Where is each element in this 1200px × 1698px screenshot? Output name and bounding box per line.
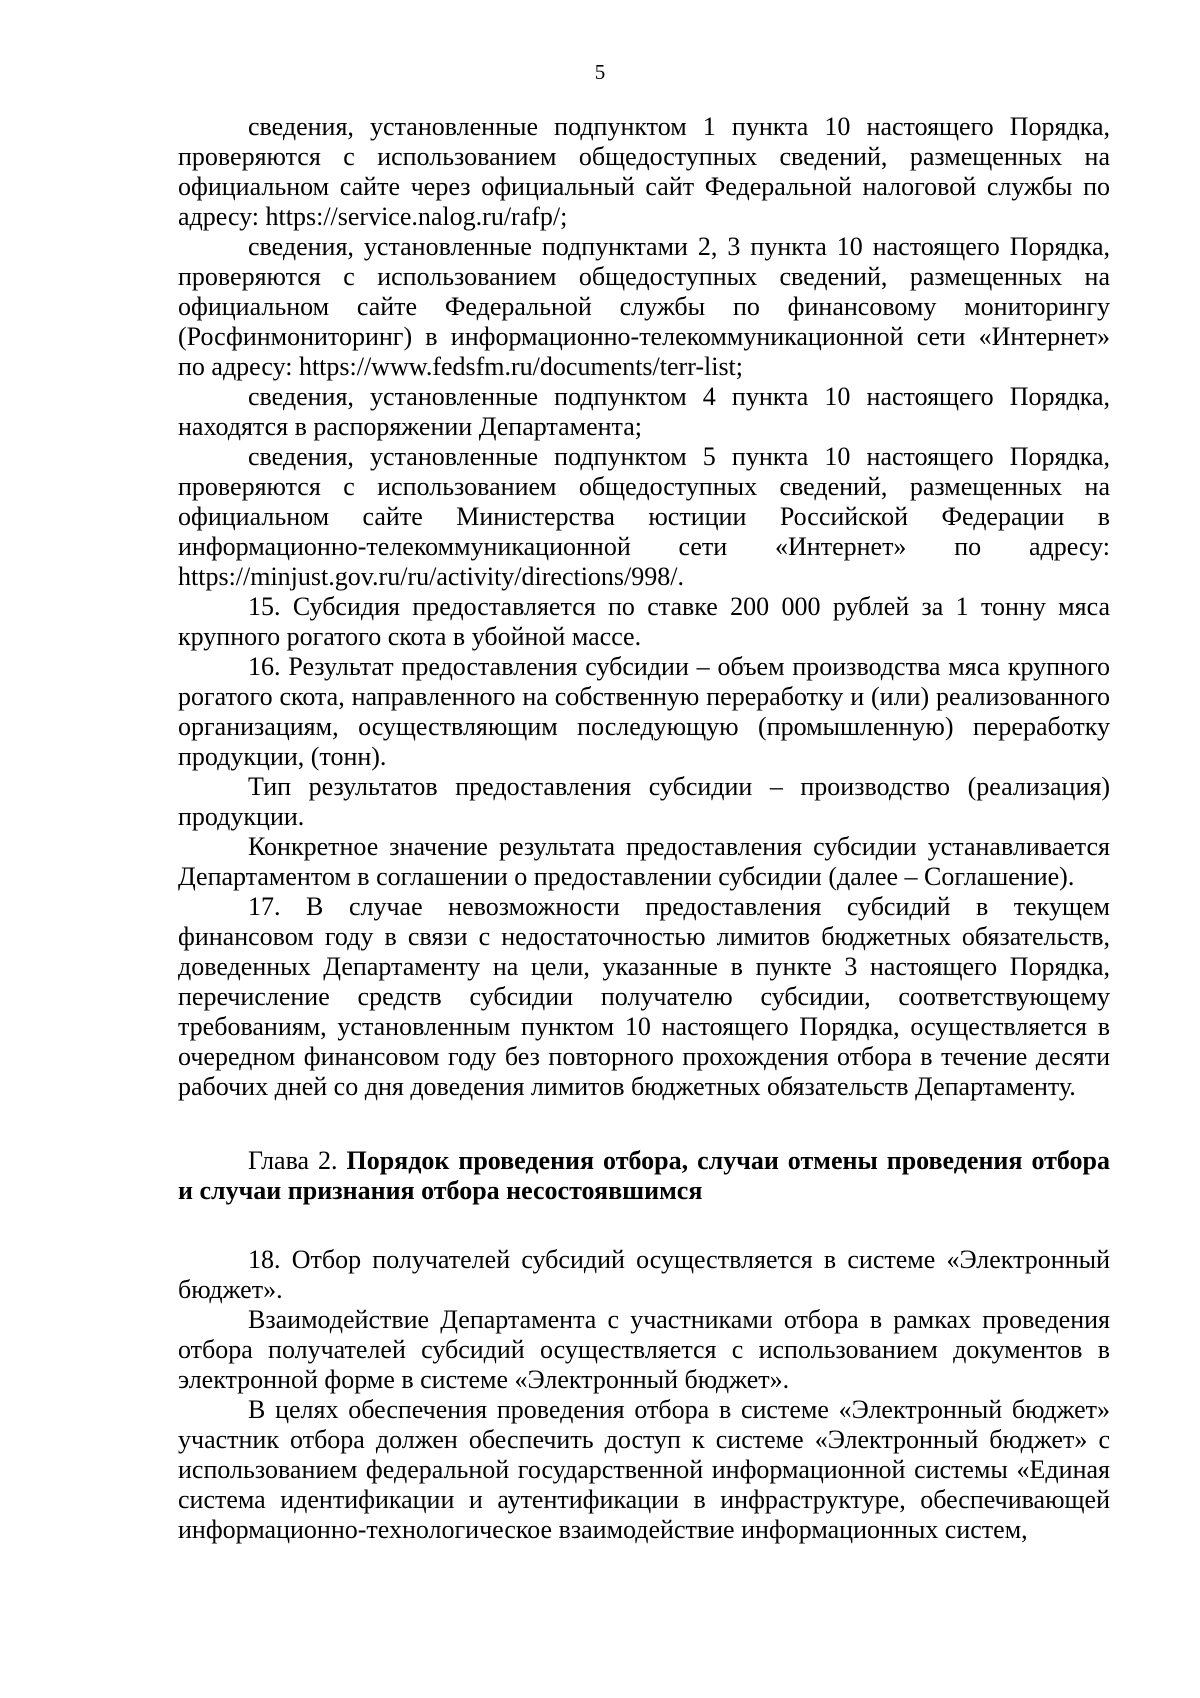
chapter-prefix: Глава 2.: [248, 1146, 347, 1175]
page-number: 5: [594, 60, 606, 84]
paragraph-clause-16: 16. Результат предоставления субсидии – объем производства мяса крупного рогатого скота, направленного на собственную переработку и (или) реализованного организациям, осуществляющим последующую (промышленную) переработку продукции, (тонн).: [178, 652, 1110, 771]
paragraph-info-tax-service: сведения, установленные подпунктом 1 пункта 10 настоящего Порядка, проверяются с использованием общедоступных сведений, размещенных на официальном сайте через официальный сайт Федеральной налоговой службы по адресу: https://service.nalog.ru/rafp/;: [178, 112, 1110, 231]
paragraph-clause-18: 18. Отбор получателей субсидий осуществляется в системе «Электронный бюджет».: [178, 1245, 1110, 1304]
paragraph-info-department: сведения, установленные подпунктом 4 пункта 10 настоящего Порядка, находятся в распоряжении Департамента;: [178, 382, 1110, 441]
chapter-title: Порядок проведения отбора, случаи отмены проведения отбора и случаи признания отбора несостоявшимся: [178, 1146, 1110, 1205]
chapter-heading: [178, 1146, 1110, 1206]
paragraph-access: В целях обеспечения проведения отбора в системе «Электронный бюджет» участник отбора должен обеспечить доступ к системе «Электронный бюджет» с использованием федеральной государственной информационной системы «Единая система идентификации и аутентификации в инфраструктуре, обеспечивающей информационно-технологическое взаимодействие информационных систем,: [178, 1395, 1110, 1544]
document-body: [178, 112, 1110, 1545]
paragraph-info-rosfinmonitoring: сведения, установленные подпунктами 2, 3 пункта 10 настоящего Порядка, проверяются с использованием общедоступных сведений, размещенных на официальном сайте Федеральной службы по финансовому мониторингу (Росфинмониторинг) в информационно-телекоммуникационной сети «Интернет» по адресу: https://www.fedsfm.ru/documents/terr-list;: [178, 232, 1110, 381]
paragraph-result-type: Тип результатов предоставления субсидии – производство (реализация) продукции.: [178, 772, 1110, 831]
paragraph-clause-17: 17. В случае невозможности предоставления субсидий в текущем финансовом году в связи с недостаточностью лимитов бюджетных обязательств, доведенных Департаменту на цели, указанные в пункте 3 настоящего Порядка, перечисление средств субсидии получателю субсидии, соответствующему требованиям, установленным пунктом 10 настоящего Порядка, осуществляется в очередном финансовом году без повторного прохождения отбора в течение десяти рабочих дней со дня доведения лимитов бюджетных обязательств Департаменту.: [178, 892, 1110, 1101]
paragraph-result-value: Конкретное значение результата предоставления субсидии устанавливается Департаментом в соглашении о предоставлении субсидии (далее – Соглашение).: [178, 832, 1110, 891]
paragraph-info-minjust: сведения, установленные подпунктом 5 пункта 10 настоящего Порядка, проверяются с использованием общедоступных сведений, размещенных на официальном сайте Министерства юстиции Российской Федерации в информационно-телекоммуникационной сети «Интернет» по адресу: https://minjust.gov.ru/ru/activity/directions/998/.: [178, 442, 1110, 591]
paragraph-clause-15: 15. Субсидия предоставляется по ставке 200 000 рублей за 1 тонну мяса крупного рогатого скота в убойной массе.: [178, 592, 1110, 651]
paragraph-interaction: Взаимодействие Департамента с участниками отбора в рамках проведения отбора получателей субсидий осуществляется с использованием документов в электронной форме в системе «Электронный бюджет».: [178, 1305, 1110, 1394]
